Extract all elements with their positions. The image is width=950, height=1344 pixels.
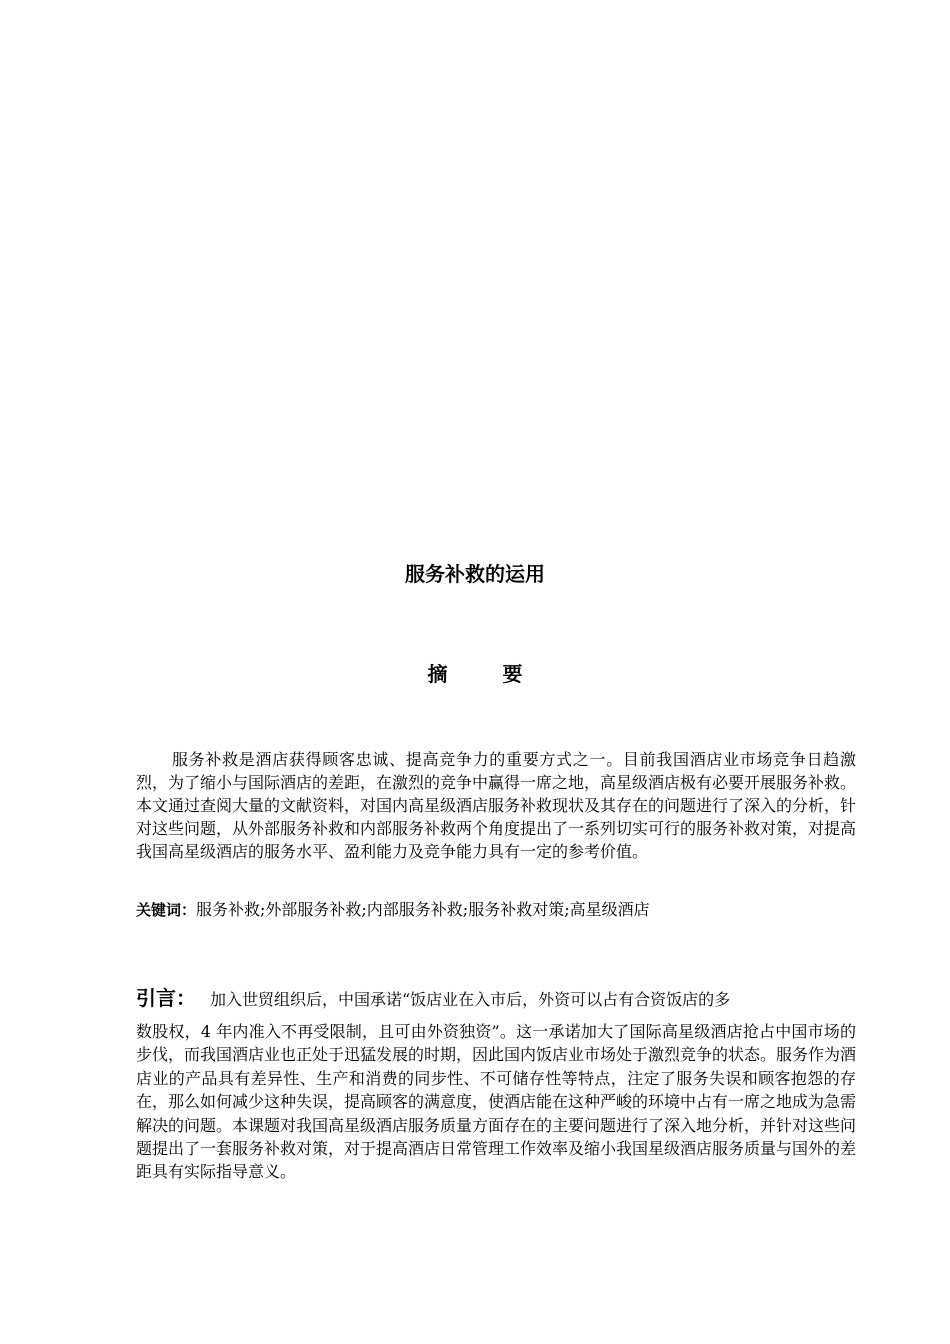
abstract-heading-right-char: 要 <box>502 662 523 686</box>
intro-label: 引言： <box>136 986 196 1010</box>
abstract-heading <box>0 660 950 688</box>
intro-first-line-text: 加入世贸组织后，中国承诺“饭店业在入市后，外资可以占有合资饭店的多 <box>210 990 731 1009</box>
document-title: 服务补救的运用 <box>405 562 545 586</box>
intro-paragraph: 数股权，4 年内准入不再受限制，且可由外资独资”。这一承诺加大了国际高星级酒店抢占中国市场的步伐，而我国酒店业也正处于迅猛发展的时期，因此国内饭店业市场处于激烈竞争的状态。服务作为酒店业的产品具有差异性、生产和消费的同步性、不可储存性等特点，注定了服务失误和顾客抱怨的存在，那么如何减少这种失误，提高顾客的满意度，使酒店能在这种严峻的环境中占有一席之地成为急需解决的问题。本课题对我国高星级酒店服务质量方面存在的主要问题进行了深入地分析，并针对这些问题提出了一套服务补救对策，对于提高酒店日常管理工作效率及缩小我国星级酒店服务质量与国外的差距具有实际指导意义。 <box>136 1022 857 1182</box>
keywords-text: 服务补救;外部服务补救;内部服务补救;服务补救对策;高星级酒店 <box>196 900 650 919</box>
keywords-label: 关键词： <box>136 901 197 919</box>
abstract-paragraph: 服务补救是酒店获得顾客忠诚、提高竞争力的重要方式之一。目前我国酒店业市场竞争日趋激烈，为了缩小与国际酒店的差距，在激烈的竞争中赢得一席之地，高星级酒店极有必要开展服务补救。本文通过查阅大量的文献资料，对国内高星级酒店服务补救现状及其存在的问题进行了深入的分析，针对这些问题，从外部服务补救和内部服务补救两个角度提出了一系列切实可行的服务补救对策，对提高我国高星级酒店的服务水平、盈利能力及竞争能力具有一定的参考价值。 <box>136 750 857 861</box>
abstract-heading-left-char: 摘 <box>427 662 448 686</box>
intro-first-line <box>136 984 856 1014</box>
keywords-line <box>136 898 856 922</box>
